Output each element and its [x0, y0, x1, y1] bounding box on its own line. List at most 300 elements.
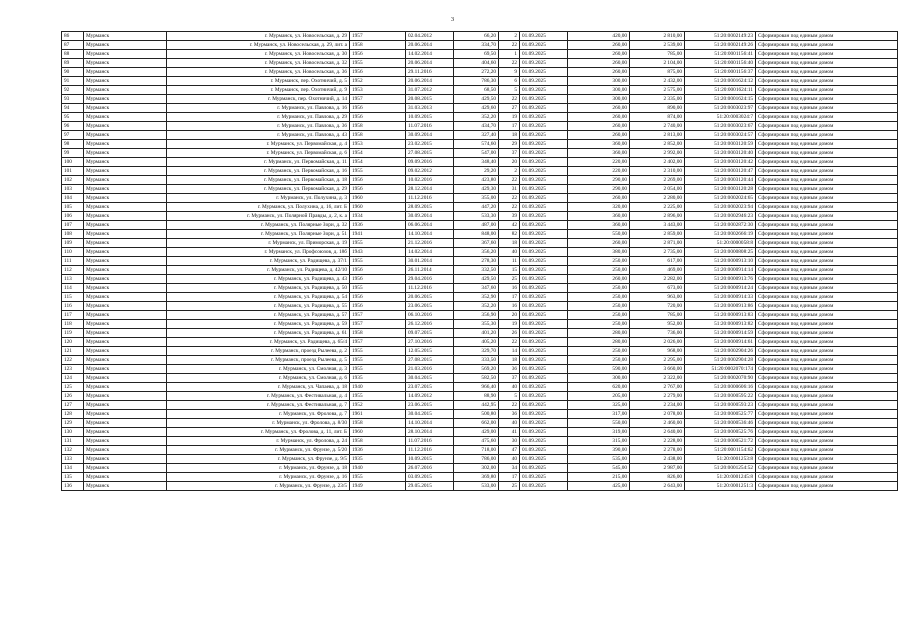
table-row — [62, 383, 898, 392]
date-cell-2: 01.09.2025 — [520, 32, 568, 41]
date-cell: 23.02.2015 — [406, 140, 454, 149]
date-cell-2: 01.09.2025 — [520, 374, 568, 383]
city-cell: Мурманск — [84, 77, 167, 86]
table-row — [62, 50, 898, 59]
cadastral-number-cell: 51:20:0001624:11 — [685, 86, 756, 95]
sum-cell: 2 810,00 — [630, 32, 685, 41]
city-cell: Мурманск — [84, 203, 167, 212]
cadastral-number-cell: 51:20:0000913:83 — [685, 311, 756, 320]
cadastral-number-cell: 51:20:0002024:65 — [685, 194, 756, 203]
count-cell: 82 — [499, 230, 520, 239]
date-cell-2: 01.09.2025 — [520, 176, 568, 185]
date-cell-2: 01.09.2025 — [520, 239, 568, 248]
sum-cell: 874,00 — [630, 113, 685, 122]
date-cell-2: 01.09.2025 — [520, 41, 568, 50]
city-cell: Мурманск — [84, 383, 167, 392]
amount-cell: 325,00 — [568, 401, 630, 410]
year-cell: 1958 — [350, 437, 406, 446]
sum-cell: 2 767,00 — [630, 383, 685, 392]
area-cell: 327,40 — [454, 131, 499, 140]
date-cell: 28.09.2015 — [406, 203, 454, 212]
sum-cell: 2 640,00 — [630, 428, 685, 437]
date-cell: 11.07.2016 — [406, 122, 454, 131]
status-cell: Сформирован под единым домом — [756, 158, 898, 167]
date-cell: 14.10.2014 — [406, 230, 454, 239]
table-row — [62, 419, 898, 428]
status-cell: Сформирован под единым домом — [756, 446, 898, 455]
status-cell: Сформирован под единым домом — [756, 293, 898, 302]
table-row — [62, 257, 898, 266]
count-cell: 2 — [499, 167, 520, 176]
sum-cell: 952,00 — [630, 320, 685, 329]
year-cell: 1960 — [350, 203, 406, 212]
status-cell: Сформирован под единым домом — [756, 275, 898, 284]
address-cell: г. Мурманск, ул. Полухина, д. 16, лит. Б — [167, 203, 350, 212]
amount-cell: 390,00 — [568, 446, 630, 455]
address-cell: г. Мурманск, ул. Фрунзе, д. 18 — [167, 464, 350, 473]
area-cell: 475,60 — [454, 437, 499, 446]
city-cell: Мурманск — [84, 221, 167, 230]
year-cell: 1960 — [350, 194, 406, 203]
table-row — [62, 275, 898, 284]
sum-cell: 2 432,00 — [630, 77, 685, 86]
amount-cell: 420,00 — [568, 32, 630, 41]
date-cell-2: 01.09.2025 — [520, 95, 568, 104]
status-cell: Сформирован под единым домом — [756, 248, 898, 257]
cadastral-number-cell: 51:20:0001624:15 — [685, 95, 756, 104]
city-cell: Мурманск — [84, 419, 167, 428]
date-cell: 30.01.2014 — [406, 257, 454, 266]
city-cell: Мурманск — [84, 140, 167, 149]
cadastral-number-cell: 51:20:0000914:61 — [685, 338, 756, 347]
count-cell: 29 — [499, 140, 520, 149]
city-cell: Мурманск — [84, 302, 167, 311]
amount-cell: 260,00 — [568, 41, 630, 50]
city-cell: Мурманск — [84, 356, 167, 365]
city-cell: Мурманск — [84, 158, 167, 167]
area-cell: 278,30 — [454, 257, 499, 266]
area-cell: 500,80 — [454, 410, 499, 419]
city-cell: Мурманск — [84, 482, 167, 491]
status-cell: Сформирован под единым домом — [756, 266, 898, 275]
status-cell: Сформирован под единым домом — [756, 482, 898, 491]
area-cell: 533,00 — [454, 482, 499, 491]
count-cell: 22 — [499, 95, 520, 104]
table-row — [62, 302, 898, 311]
row-number: 104 — [62, 194, 84, 203]
area-cell: 333,50 — [454, 356, 499, 365]
date-cell-2: 01.09.2025 — [520, 320, 568, 329]
address-cell: г. Мурманск, ул. Новосельская, д. 32 — [167, 59, 350, 68]
count-cell: 17 — [499, 473, 520, 482]
row-number: 109 — [62, 239, 84, 248]
sum-cell: 2 225,00 — [630, 203, 685, 212]
city-cell: Мурманск — [84, 410, 167, 419]
status-cell: Сформирован под единым домом — [756, 194, 898, 203]
city-cell: Мурманск — [84, 50, 167, 59]
city-cell: Мурманск — [84, 41, 167, 50]
table-row — [62, 167, 898, 176]
row-number: 108 — [62, 230, 84, 239]
area-cell: 367,60 — [454, 239, 499, 248]
address-cell: г. Мурманск, ул. Фрунзе, д. 23/5 — [167, 482, 350, 491]
date-cell: 21.12.2016 — [406, 239, 454, 248]
status-cell: Сформирован под единым домом — [756, 239, 898, 248]
sum-cell: 720,00 — [630, 302, 685, 311]
status-cell: Сформирован под единым домом — [756, 437, 898, 446]
date-cell: 20.06.2014 — [406, 77, 454, 86]
address-cell: г. Мурманск, ул. Фролова, д. 8/30 — [167, 419, 350, 428]
row-number: 90 — [62, 68, 84, 77]
amount-cell: 250,00 — [568, 266, 630, 275]
row-number: 120 — [62, 338, 84, 347]
date-cell-2: 01.09.2025 — [520, 347, 568, 356]
address-cell: г. Мурманск, ул. Фестивальная, д. 4 — [167, 392, 350, 401]
address-cell: г. Мурманск, проезд Рылеева, д. 5 — [167, 356, 350, 365]
address-cell: г. Мурманск, ул. Радищева, д. 57 — [167, 311, 350, 320]
table-row — [62, 446, 898, 455]
table-row — [62, 95, 898, 104]
sum-cell: 2 438,00 — [630, 455, 685, 464]
year-cell: 1955 — [350, 365, 406, 374]
date-cell-2: 01.09.2025 — [520, 410, 568, 419]
date-cell: 09.07.2015 — [406, 329, 454, 338]
amount-cell: 320,00 — [568, 203, 630, 212]
year-cell: 1955 — [350, 167, 406, 176]
count-cell: 25 — [499, 482, 520, 491]
address-cell: г. Мурманск, ул. Чапаева, д. 18 — [167, 383, 350, 392]
amount-cell: 250,00 — [568, 293, 630, 302]
count-cell: 39 — [499, 212, 520, 221]
status-cell: Сформирован под единым домом — [756, 230, 898, 239]
year-cell: 1953 — [350, 86, 406, 95]
address-cell: г. Мурманск, ул. Первомайская, д. 6 — [167, 149, 350, 158]
table-row — [62, 77, 898, 86]
year-cell: 1956 — [350, 113, 406, 122]
count-cell: 18 — [499, 239, 520, 248]
amount-cell: 250,00 — [568, 311, 630, 320]
sum-cell: 3 660,00 — [630, 365, 685, 374]
sum-cell: 2 539,00 — [630, 41, 685, 50]
area-cell: 356,90 — [454, 311, 499, 320]
amount-cell: 260,00 — [568, 275, 630, 284]
date-cell-2: 01.09.2025 — [520, 401, 568, 410]
sum-cell: 785,00 — [630, 50, 685, 59]
year-cell: 1961 — [350, 410, 406, 419]
address-cell: г. Мурманск, ул. Фролова, д. 24 — [167, 437, 350, 446]
date-cell-2: 01.09.2025 — [520, 185, 568, 194]
amount-cell: 300,00 — [568, 374, 630, 383]
date-cell: 10.09.2015 — [406, 455, 454, 464]
row-number: 93 — [62, 95, 84, 104]
address-cell: г. Мурманск, ул. Новосельская, д. 36 — [167, 68, 350, 77]
count-cell: 27 — [499, 104, 520, 113]
area-cell: 786,30 — [454, 77, 499, 86]
date-cell: 14.09.2012 — [406, 392, 454, 401]
row-number: 131 — [62, 437, 84, 446]
year-cell: 1958 — [350, 41, 406, 50]
address-cell: г. Мурманск, ул. Павлова, д. 36 — [167, 122, 350, 131]
year-cell: 1935 — [350, 455, 406, 464]
count-cell: 41 — [499, 428, 520, 437]
area-cell: 429,50 — [454, 95, 499, 104]
area-cell: 352,90 — [454, 293, 499, 302]
area-cell: 405,20 — [454, 338, 499, 347]
date-cell-2: 01.09.2025 — [520, 221, 568, 230]
address-cell: г. Мурманск, ул. Фрунзе, д. 5/20 — [167, 446, 350, 455]
count-cell: 11 — [499, 257, 520, 266]
city-cell: Мурманск — [84, 374, 167, 383]
year-cell: 1960 — [350, 428, 406, 437]
cadastral-number-cell: 51:20:0001624:12 — [685, 77, 756, 86]
count-cell: 16 — [499, 284, 520, 293]
date-cell: 29.05.2015 — [406, 482, 454, 491]
status-cell: Сформирован под единым домом — [756, 68, 898, 77]
address-cell: г. Мурманск, ул. Радищева, д. 54 — [167, 293, 350, 302]
count-cell: 18 — [499, 131, 520, 140]
count-cell: 22 — [499, 59, 520, 68]
address-cell: г. Мурманск, ул. Первомайская, д. 11 — [167, 158, 350, 167]
amount-cell: 260,00 — [568, 122, 630, 131]
row-number: 116 — [62, 302, 84, 311]
row-number: 111 — [62, 257, 84, 266]
amount-cell: 260,00 — [568, 50, 630, 59]
address-cell: г. Мурманск, ул. Фрунзе, д. 9/5 — [167, 455, 350, 464]
address-cell: г. Мурманск, ул. Фестивальная, д. 7 — [167, 401, 350, 410]
address-cell: г. Мурманск, проезд Рылеева, д. 2 — [167, 347, 350, 356]
status-cell: Сформирован под единым домом — [756, 347, 898, 356]
amount-cell: 250,00 — [568, 356, 630, 365]
area-cell: 718,00 — [454, 446, 499, 455]
table-row — [62, 320, 898, 329]
date-cell-2: 01.09.2025 — [520, 275, 568, 284]
sum-cell: 968,00 — [630, 347, 685, 356]
city-cell: Мурманск — [84, 113, 167, 122]
cadastral-number-cell: 51:20:0001156:40 — [685, 59, 756, 68]
city-cell: Мурманск — [84, 329, 167, 338]
sum-cell: 2 859,00 — [630, 230, 685, 239]
sum-cell: 2 310,00 — [630, 167, 685, 176]
city-cell: Мурманск — [84, 185, 167, 194]
area-cell: 329,70 — [454, 347, 499, 356]
date-cell: 27.10.2016 — [406, 338, 454, 347]
date-cell-2: 01.09.2025 — [520, 50, 568, 59]
year-cell: 1936 — [350, 446, 406, 455]
date-cell: 26.11.2014 — [406, 266, 454, 275]
cadastral-number-cell: 51:20:0000525:77 — [685, 410, 756, 419]
count-cell: 19 — [499, 113, 520, 122]
date-cell-2: 01.09.2025 — [520, 194, 568, 203]
count-cell: 22 — [499, 194, 520, 203]
sum-cell: 617,00 — [630, 257, 685, 266]
date-cell-2: 01.09.2025 — [520, 419, 568, 428]
table-row — [62, 176, 898, 185]
date-cell-2: 01.09.2025 — [520, 338, 568, 347]
row-number: 121 — [62, 347, 84, 356]
count-cell: 47 — [499, 446, 520, 455]
date-cell: 06.10.2016 — [406, 311, 454, 320]
sum-cell: 2 295,00 — [630, 356, 685, 365]
cadastral-number-cell: 51:20:0000595:22 — [685, 392, 756, 401]
count-cell: 40 — [499, 419, 520, 428]
date-cell: 09.02.2012 — [406, 167, 454, 176]
amount-cell: 250,00 — [568, 302, 630, 311]
row-number: 122 — [62, 356, 84, 365]
city-cell: Мурманск — [84, 311, 167, 320]
year-cell: 1958 — [350, 122, 406, 131]
amount-cell: 290,00 — [568, 176, 630, 185]
cadastral-number-cell: 51:20:0000808:25 — [685, 248, 756, 257]
status-cell: Сформирован под единым домом — [756, 113, 898, 122]
status-cell: Сформирован под единым домом — [756, 410, 898, 419]
year-cell: 1955 — [350, 392, 406, 401]
year-cell: 1955 — [350, 284, 406, 293]
sum-cell: 3 443,00 — [630, 221, 685, 230]
date-cell-2: 01.09.2025 — [520, 167, 568, 176]
cadastral-number-cell: 51:20:0003024:7 — [685, 113, 756, 122]
amount-cell: 317,00 — [568, 410, 630, 419]
date-cell-2: 01.09.2025 — [520, 77, 568, 86]
date-cell: 20.06.2014 — [406, 59, 454, 68]
year-cell: 1956 — [350, 293, 406, 302]
date-cell-2: 01.09.2025 — [520, 203, 568, 212]
area-cell: 442,95 — [454, 401, 499, 410]
table-row — [62, 41, 898, 50]
row-number: 91 — [62, 77, 84, 86]
sum-cell: 875,00 — [630, 68, 685, 77]
amount-cell: 319,00 — [568, 428, 630, 437]
date-cell: 26.07.2016 — [406, 464, 454, 473]
date-cell-2: 01.09.2025 — [520, 212, 568, 221]
status-cell: Сформирован под единым домом — [756, 338, 898, 347]
count-cell: 17 — [499, 293, 520, 302]
city-cell: Мурманск — [84, 68, 167, 77]
address-cell: г. Мурманск, ул. Радищева, д. 65/4 — [167, 338, 350, 347]
area-cell: 302,00 — [454, 464, 499, 473]
cadastral-number-cell: 51:20:0002904:26 — [685, 347, 756, 356]
date-cell: 09.09.2016 — [406, 158, 454, 167]
cadastral-number-cell: 51:20:0003120:28 — [685, 185, 756, 194]
year-cell: 1952 — [350, 401, 406, 410]
count-cell: 42 — [499, 221, 520, 230]
area-cell: 429,00 — [454, 428, 499, 437]
address-cell: г. Мурманск, ул. Первомайская, д. 4 — [167, 140, 350, 149]
table-row — [62, 212, 898, 221]
status-cell: Сформирован под единым домом — [756, 419, 898, 428]
cadastral-number-cell: 51:20:0001254:52 — [685, 464, 756, 473]
row-number: 130 — [62, 428, 84, 437]
year-cell: 1934 — [350, 212, 406, 221]
city-cell: Мурманск — [84, 32, 167, 41]
city-cell: Мурманск — [84, 455, 167, 464]
address-cell: г. Мурманск, ул. Смолная, д. 6 — [167, 374, 350, 383]
address-cell: г. Мурманск, ул. Полухина, д. 3 — [167, 194, 350, 203]
amount-cell: 300,00 — [568, 77, 630, 86]
amount-cell: 260,00 — [568, 104, 630, 113]
table-row — [62, 365, 898, 374]
cadastral-number-cell: 51:20:0000914:14 — [685, 266, 756, 275]
city-cell: Мурманск — [84, 392, 167, 401]
city-cell: Мурманск — [84, 347, 167, 356]
year-cell: 1956 — [350, 68, 406, 77]
row-number: 89 — [62, 59, 84, 68]
date-cell: 27.08.2015 — [406, 149, 454, 158]
date-cell-2: 01.09.2025 — [520, 104, 568, 113]
table-row — [62, 347, 898, 356]
date-cell: 29.04.2016 — [406, 275, 454, 284]
city-cell: Мурманск — [84, 167, 167, 176]
row-number: 127 — [62, 401, 84, 410]
cadastral-number-cell: 51:20:0002023:94 — [685, 203, 756, 212]
amount-cell: 380,00 — [568, 248, 630, 257]
cadastral-number-cell: 51:20:0000913:82 — [685, 320, 756, 329]
city-cell: Мурманск — [84, 239, 167, 248]
count-cell: 2 — [499, 32, 520, 41]
cadastral-number-cell: 51:20:0002872:30 — [685, 221, 756, 230]
sum-cell: 2 322,00 — [630, 374, 685, 383]
table-row — [62, 221, 898, 230]
year-cell: 1955 — [350, 347, 406, 356]
cadastral-number-cell: 51:20:0000914:59 — [685, 329, 756, 338]
amount-cell: 250,00 — [568, 284, 630, 293]
year-cell: 1956 — [350, 302, 406, 311]
amount-cell: 300,00 — [568, 86, 630, 95]
status-cell: Сформирован под единым домом — [756, 86, 898, 95]
row-number: 124 — [62, 374, 84, 383]
area-cell: 574,60 — [454, 140, 499, 149]
area-cell: 88,90 — [454, 392, 499, 401]
date-cell: 03.09.2015 — [406, 473, 454, 482]
sum-cell: 673,00 — [630, 284, 685, 293]
amount-cell: 280,00 — [568, 329, 630, 338]
year-cell: 1955 — [350, 239, 406, 248]
row-number: 98 — [62, 140, 84, 149]
row-number: 101 — [62, 167, 84, 176]
area-cell: 447,20 — [454, 203, 499, 212]
area-cell: 29,20 — [454, 167, 499, 176]
table-row — [62, 122, 898, 131]
date-cell: 14.02.2014 — [406, 50, 454, 59]
address-cell: г. Мурманск, ул. Полярной Правды, д. 2, к. а — [167, 212, 350, 221]
table-row — [62, 437, 898, 446]
sum-cell: 2 896,00 — [630, 212, 685, 221]
sum-cell: 2 575,00 — [630, 86, 685, 95]
area-cell: 662,00 — [454, 419, 499, 428]
city-cell: Мурманск — [84, 275, 167, 284]
sum-cell: 2 228,00 — [630, 437, 685, 446]
address-cell: г. Мурманск, ул. Новосельская, д. 29 — [167, 32, 350, 41]
count-cell: 18 — [499, 356, 520, 365]
date-cell-2: 01.09.2025 — [520, 266, 568, 275]
date-cell: 27.08.2015 — [406, 356, 454, 365]
cadastral-number-cell: 51:20:0000536:46 — [685, 419, 756, 428]
cadastral-number-cell: 51:20:0001251:3 — [685, 482, 756, 491]
table-row — [62, 131, 898, 140]
city-cell: Мурманск — [84, 464, 167, 473]
address-cell: г. Мурманск, ул. Приморская, д. 19 — [167, 239, 350, 248]
date-cell: 23.07.2015 — [406, 383, 454, 392]
address-cell: г. Мурманск, ул. Смолная, д. 3 — [167, 365, 350, 374]
count-cell: 40 — [499, 383, 520, 392]
cadastral-number-cell: 51:20:0003120:44 — [685, 176, 756, 185]
status-cell: Сформирован под единым домом — [756, 221, 898, 230]
row-number: 97 — [62, 131, 84, 140]
date-cell-2: 01.09.2025 — [520, 68, 568, 77]
row-number: 128 — [62, 410, 84, 419]
amount-cell: 260,00 — [568, 59, 630, 68]
city-cell: Мурманск — [84, 266, 167, 275]
date-cell: 31.07.2012 — [406, 86, 454, 95]
